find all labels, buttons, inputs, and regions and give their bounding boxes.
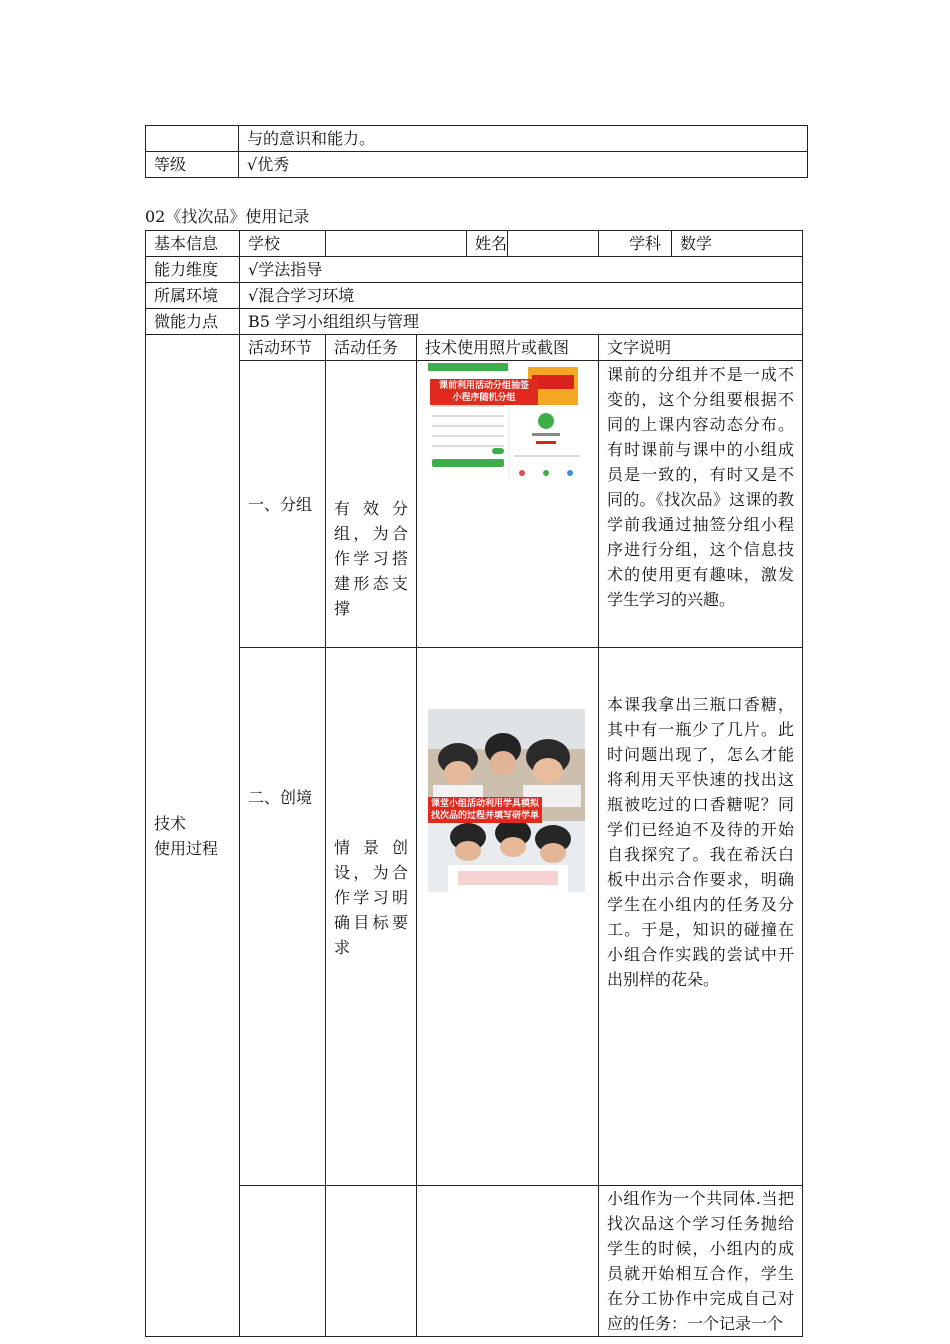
stage-1: 一、分组: [240, 361, 326, 648]
description-3: 小组作为一个共同体.当把找次品这个学习任务抛给学生的时候，小组内的成员就开始相互合作，学生在分工协作中完成自己对应的任务：一个记录一个: [599, 1186, 803, 1337]
photo1-banner: [430, 379, 538, 405]
task-2: 情景创设，为合作学习明确目标要求: [326, 648, 417, 1186]
stage-3-empty: [240, 1186, 326, 1337]
task-3-empty: [326, 1186, 417, 1337]
basic-info-label: 基本信息: [146, 231, 240, 257]
environment-value: √混合学习环境: [240, 283, 803, 309]
photo-cell-3: [417, 1186, 599, 1337]
process-label-line1: 技术: [154, 813, 187, 833]
grouping-app-screenshot: [428, 363, 585, 480]
school-value: [326, 231, 467, 257]
col-header-task: 活动任务: [326, 335, 417, 361]
process-label-line2: 使用过程: [154, 838, 219, 858]
micro-ability-value: B5 学习小组组织与管理: [240, 309, 803, 335]
micro-ability-label: 微能力点: [146, 309, 240, 335]
ability-label: 能力维度: [146, 257, 240, 283]
col-header-text: 文字说明: [599, 335, 803, 361]
ability-value: √学法指导: [240, 257, 803, 283]
environment-label: 所属环境: [146, 283, 240, 309]
description-1: 课前的分组并不是一成不变的，这个分组要根据不同的上课内容动态分布。有时课前与课中的小组成员是一致的，有时又是不同的。《找次品》这课的教学前我通过抽签分组小程序进行分组，这个信息技术的使用更有趣味，激发学生学习的兴趣。: [599, 361, 803, 648]
task-1: 有效分组，为合作学习搭建形态支撑: [326, 361, 417, 648]
subject-label: 学科: [599, 231, 672, 257]
classroom-photo: [428, 709, 585, 892]
grade-value: √优秀: [239, 152, 808, 178]
grade-table: [145, 125, 808, 178]
process-label: [146, 335, 240, 1337]
stage-2: 二、创境: [240, 648, 326, 1186]
ability-text-cell: 与的意识和能力。: [239, 126, 808, 152]
empty-cell: [146, 126, 239, 152]
photo2-banner-line1: 课堂小组活动利用学具模拟: [430, 799, 539, 809]
school-label: 学校: [240, 231, 326, 257]
col-header-stage: 活动环节: [240, 335, 326, 361]
grade-label: 等级: [146, 152, 239, 178]
photo2-banner-line2: 找次品的过程并填写研学单: [430, 811, 539, 821]
subject-value: 数学: [672, 231, 803, 257]
name-value: [508, 231, 599, 257]
photo2-banner: [428, 797, 542, 823]
name-label: 姓名: [467, 231, 508, 257]
description-2: 本课我拿出三瓶口香糖，其中有一瓶少了几片。此时问题出现了，怎么才能将利用天平快速的找出这瓶被吃过的口香糖呢？同学们已经迫不及待的开始自我探究了。我在希沃白板中出示合作要求，明确学生在小组内的任务及分工。于是，知识的碰撞在小组合作实践的尝试中开出别样的花朵。: [599, 648, 803, 1186]
record-caption: 02《找次品》使用记录: [145, 207, 310, 226]
col-header-photo: 技术使用照片或截图: [417, 335, 599, 361]
photo1-banner-line2: 小程序随机分组: [452, 393, 516, 403]
photo1-banner-line1: 课前利用活动分组抽签: [438, 381, 529, 391]
